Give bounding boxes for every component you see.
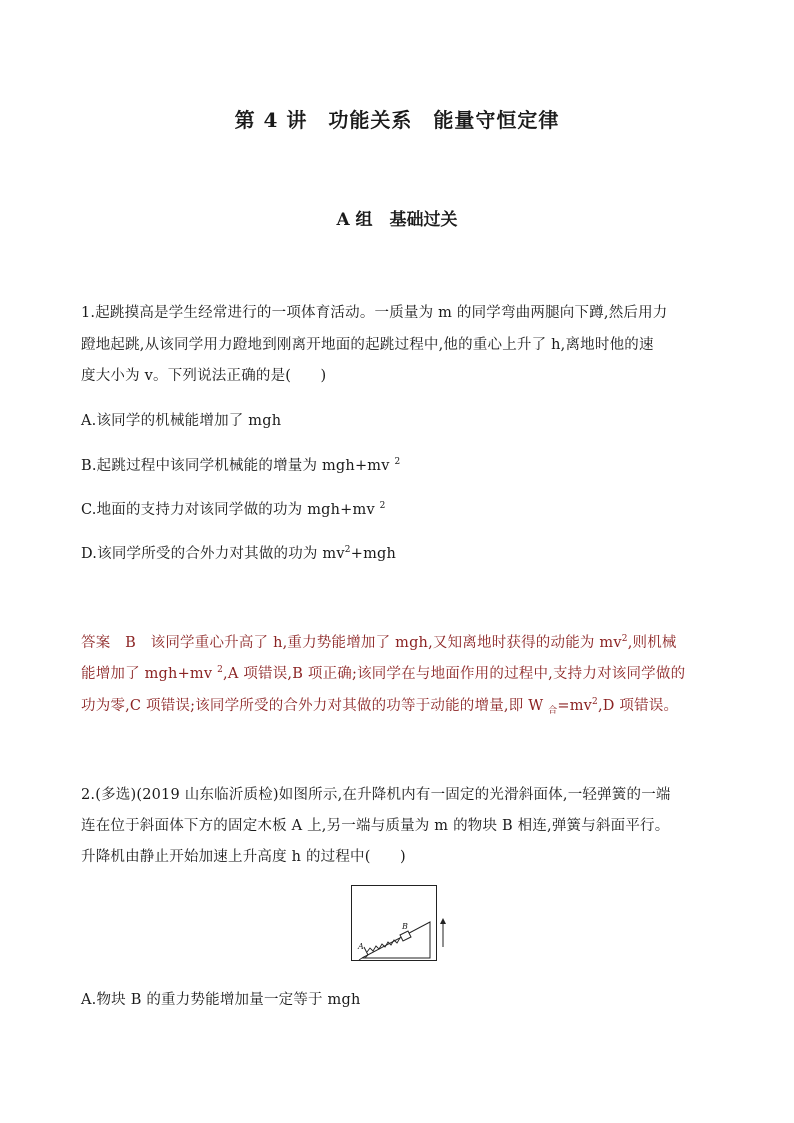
q1-line-2: 蹬地起跳,从该同学用力蹬地到刚离开地面的起跳过程中,他的重心上升了 h,离地时他的速	[81, 337, 654, 353]
answer1-text: ,D 项错误。	[597, 698, 679, 714]
q2-line-3: 升降机由静止开始加速上升高度 h 的过程中( )	[81, 849, 406, 865]
q1-option-c	[81, 498, 386, 519]
superscript: 2	[217, 665, 224, 675]
page-title: 第 4 讲 功能关系 能量守恒定律	[234, 108, 560, 132]
label-a: A	[358, 942, 364, 951]
incline-spring-diagram	[352, 886, 436, 960]
q1-option-d-text: D.该同学所受的合外力对其做的功为 mv	[81, 546, 345, 562]
answer1-text: 功为零,C 项错误;该同学所受的合外力对其做的功等于动能的增量,即 W	[81, 698, 544, 714]
q1-option-d-tail: +mgh	[350, 546, 397, 562]
superscript: 2	[621, 634, 628, 644]
subscript: 合	[548, 706, 558, 716]
answer1-text: 能增加了 mgh+mv	[81, 666, 213, 682]
answer1-text: =mv	[557, 698, 593, 714]
q1-option-d	[81, 542, 396, 563]
section-heading: A 组 基础过关	[336, 210, 458, 230]
elevator-figure	[351, 885, 437, 961]
superscript: 2	[379, 501, 386, 511]
superscript: 2	[592, 697, 598, 707]
superscript: 2	[394, 457, 401, 467]
q2-line-1: 2.(多选)(2019 山东临沂质检)如图所示,在升降机内有一固定的光滑斜面体,一轻弹簧的一端	[81, 787, 671, 803]
label-b: B	[402, 922, 408, 931]
answer1-line-2	[81, 662, 685, 683]
answer1-text: ,A 项错误,B 项正确;该同学在与地面作用的过程中,支持力对该同学做的	[223, 666, 686, 682]
answer1-line-3	[81, 694, 678, 716]
q2-option-a: A.物块 B 的重力势能增加量一定等于 mgh	[81, 992, 361, 1008]
q1-option-c-text: C.地面的支持力对该同学做的功为 mgh+mv	[81, 502, 375, 518]
q1-line-1: 1.起跳摸高是学生经常进行的一项体育活动。一质量为 m 的同学弯曲两腿向下蹲,然后用力	[81, 305, 668, 321]
q1-line-3: 度大小为 v。下列说法正确的是( )	[81, 368, 327, 384]
up-arrow-icon	[438, 918, 448, 948]
answer1-text: ,则机械	[627, 635, 677, 651]
q1-option-a: A.该同学的机械能增加了 mgh	[81, 413, 282, 429]
answer1-text: 答案 B 该同学重心升高了 h,重力势能增加了 mgh,又知离地时获得的动能为 mv	[81, 635, 622, 651]
q1-option-b-text: B.起跳过程中该同学机械能的增量为 mgh+mv	[81, 458, 390, 474]
q2-line-2: 连在位于斜面体下方的固定木板 A 上,另一端与质量为 m 的物块 B 相连,弹簧与斜面平行。	[81, 818, 670, 834]
superscript: 2	[344, 545, 351, 555]
q1-option-b	[81, 454, 400, 475]
answer1-line-1	[81, 631, 677, 652]
